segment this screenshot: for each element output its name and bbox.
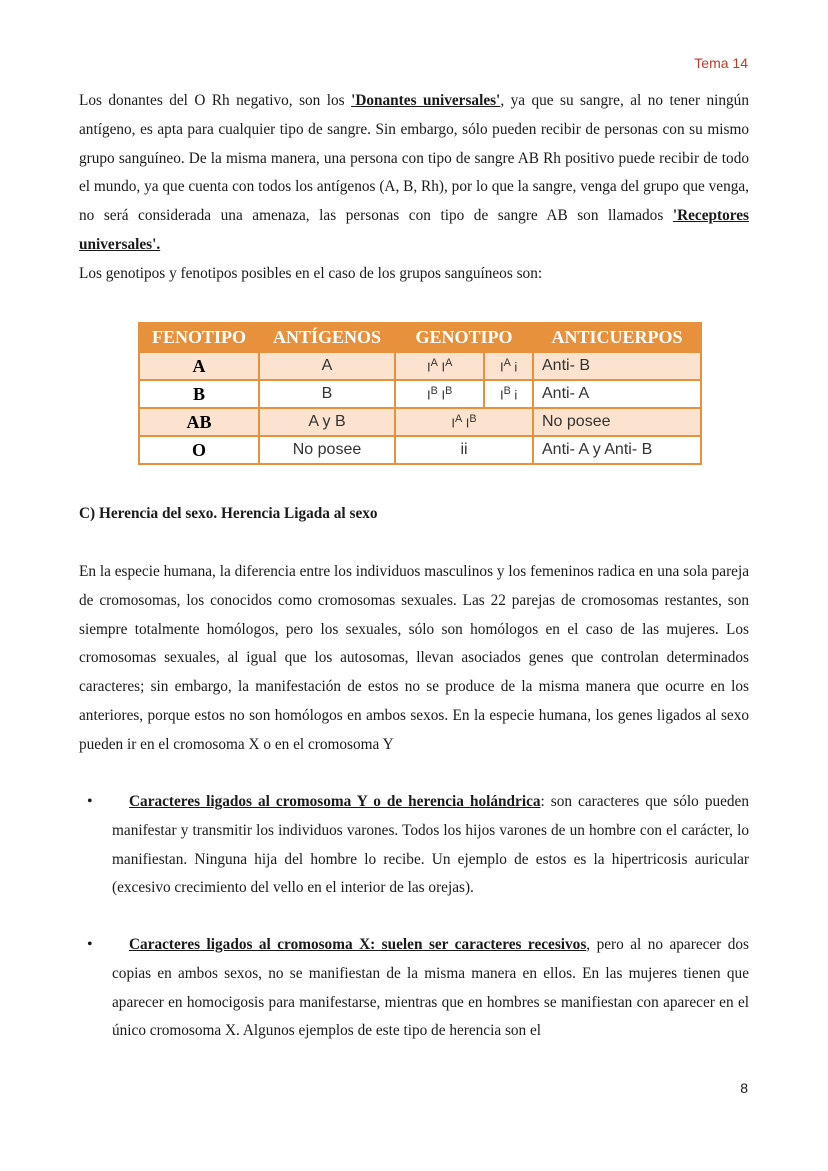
allele: i	[510, 359, 518, 375]
cell-genotipo	[484, 352, 533, 380]
allele-sup: A	[445, 357, 453, 370]
cell-genotipo	[484, 380, 533, 408]
list-item-term: Caracteres ligados al cromosoma Y o de herencia holándrica	[129, 793, 541, 810]
cell-genotipo	[395, 408, 533, 436]
cell-antigenos: A y B	[259, 408, 395, 436]
cell-antigenos: A	[259, 352, 395, 380]
allele-sup: A	[503, 357, 511, 370]
table-header-row	[139, 323, 701, 352]
paragraph-universal-donors	[79, 87, 749, 260]
table-row	[139, 408, 701, 436]
bullet-marker: •	[87, 793, 93, 810]
allele: I	[451, 415, 455, 431]
list-item	[79, 931, 749, 1046]
list-item-text	[112, 788, 749, 903]
paragraph-text: , ya que su sangre, al no tener ningún antígeno, es apta para cualquier tipo de sangre. Sin embargo, sólo pueden recibir de personas con su mismo grupo sanguíneo. De la misma manera, una persona con tipo de sangre AB Rh positivo puede recibir de todo el mundo, ya que cuenta con todos los antígenos (A, B, Rh), por lo que la sangre, venga del grupo que venga, no será considerada una amenaza, las personas con tipo de sangre AB son llamados	[79, 92, 749, 225]
header-genotipo: GENOTIPO	[395, 323, 533, 352]
table-intro-text: Los genotipos y fenotipos posibles en el caso de los grupos sanguíneos son:	[79, 265, 543, 282]
donors-term: 'Donantes universales'	[351, 92, 501, 109]
cell-anticuerpos: Anti- A y Anti- B	[533, 436, 701, 464]
list-item	[79, 788, 749, 903]
page-number: 8	[740, 1080, 748, 1096]
header-antigenos: ANTÍGENOS	[259, 323, 395, 352]
allele-sup: B	[503, 385, 511, 398]
allele: I	[437, 359, 446, 375]
cell-genotipo: ii	[395, 436, 533, 464]
header-fenotipo: FENOTIPO	[139, 323, 259, 352]
allele: I	[437, 387, 446, 403]
cell-fenotipo: AB	[139, 408, 259, 436]
cell-fenotipo: A	[139, 352, 259, 380]
paragraph-text: Los donantes del O Rh negativo, son los	[79, 92, 352, 109]
list-item-text	[112, 931, 749, 1046]
list-item-body: : son caracteres que sólo pueden manifestar y transmitir los individuos varones. Todos los hijos varones de un hombre con el carácter, lo manifiestan. Ninguna hija del hombre lo recibe. Un ejemplo de estos es la hipertricosis auricular (excesivo crecimiento del vello en el interior de las orejas).	[112, 793, 749, 897]
cell-antigenos: B	[259, 380, 395, 408]
allele-sup: B	[469, 413, 477, 426]
allele: I	[462, 415, 470, 431]
section-title: C) Herencia del sexo. Herencia Ligada al sexo	[79, 505, 378, 522]
allele: I	[499, 359, 504, 375]
cell-anticuerpos: No posee	[533, 408, 701, 436]
header-anticuerpos: ANTICUERPOS	[533, 323, 701, 352]
cell-anticuerpos: Anti- B	[533, 352, 701, 380]
allele: I	[499, 387, 504, 403]
allele: I	[426, 387, 431, 403]
blood-group-table	[138, 322, 702, 465]
receivers-term: 'Receptores universales'.	[79, 207, 749, 253]
cell-fenotipo: O	[139, 436, 259, 464]
list-item-term: Caracteres ligados al cromosoma X: suelen ser caracteres recesivos	[129, 936, 587, 953]
allele-sup: A	[430, 357, 438, 370]
page-header-topic: Tema 14	[694, 55, 748, 71]
cell-anticuerpos: Anti- A	[533, 380, 701, 408]
table-row	[139, 380, 701, 408]
allele: I	[426, 359, 431, 375]
allele-sup: A	[454, 413, 463, 426]
cell-fenotipo: B	[139, 380, 259, 408]
paragraph-sex-inheritance: En la especie humana, la diferencia entre los individuos masculinos y los femeninos radica en una sola pareja de cromosomas, los conocidos como cromosomas sexuales. Las 22 parejas de cromosomas restantes, son siempre totalmente homólogos, pero los sexuales, sólo son homólogos en el caso de las mujeres. Los cromosomas sexuales, al igual que los autosomas, llevan asociados genes que controlan determinados caracteres; sin embargo, la manifestación de estos no se produce de la misma manera que ocurre en los anteriores, porque estos no son homólogos en ambos sexos. En la especie humana, los genes ligados al sexo pueden ir en el cromosoma X o en el cromosoma Y	[79, 563, 749, 753]
table-row	[139, 436, 701, 464]
allele: i	[510, 387, 518, 403]
allele-sup: B	[430, 385, 438, 398]
bullet-marker: •	[87, 936, 93, 953]
allele-sup: B	[445, 385, 453, 398]
list-item-body: , pero al no aparecer dos copias en ambos sexos, no se manifiestan de la misma manera en ellos. En las mujeres tienen que aparecer en homocigosis para manifestarse, mientras que en hombres se manifiestan con aparecer en el único cromosoma X. Algunos ejemplos de este tipo de herencia son el	[112, 936, 749, 1040]
cell-antigenos: No posee	[259, 436, 395, 464]
cell-genotipo	[395, 380, 484, 408]
table-row	[139, 352, 701, 380]
cell-genotipo	[395, 352, 484, 380]
